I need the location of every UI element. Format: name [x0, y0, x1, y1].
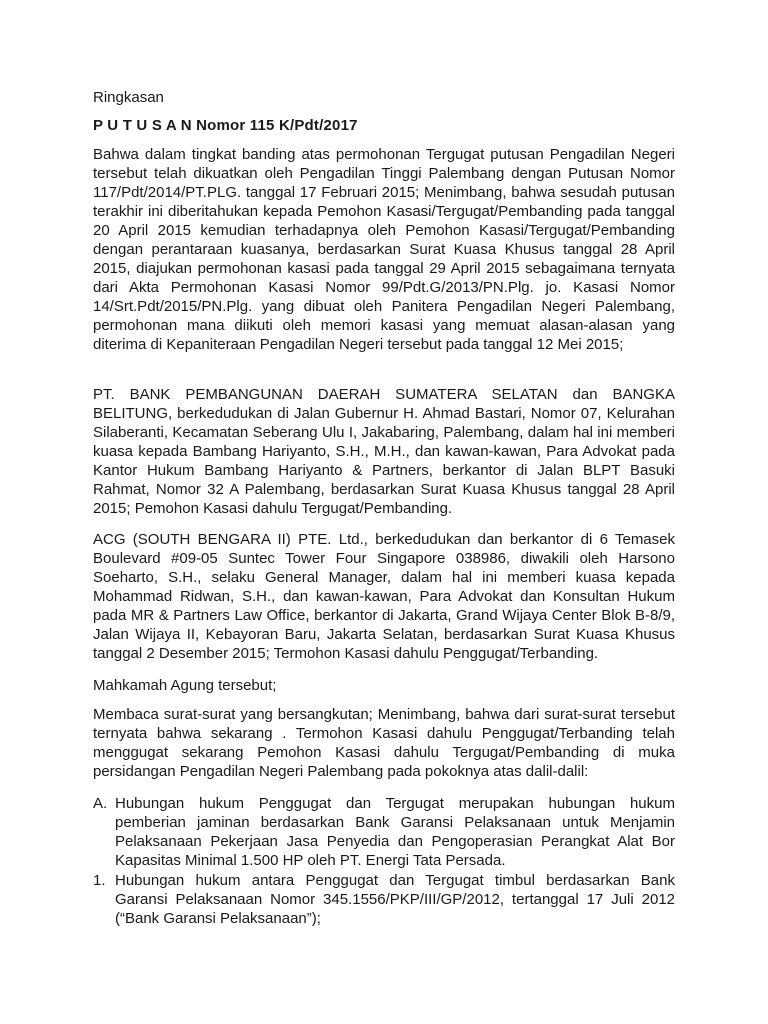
list-item-text: Hubungan hukum antara Penggugat dan Tergugat timbul berdasarkan Bank Garansi Pelaksanaan Nomor 345.1556/PKP/III/GP/2012, tertanggal 17 Juli 2012 (“Bank Garansi Pelaksanaan”);	[115, 872, 675, 927]
list-item-text: Hubungan hukum Penggugat dan Tergugat merupakan hubungan hukum pemberian jaminan berdasarkan Bank Garansi Pelaksanaan untuk Menjamin Pelaksanaan Pekerjaan Jasa Penyedia dan Pengoperasian Perangkat Alat Bor Kapasitas Minimal 1.500 HP oleh PT. Energi Tata Persada.	[115, 795, 675, 869]
list-item	[93, 871, 675, 928]
decision-number-heading: P U T U S A N Nomor 115 K/Pdt/2017	[93, 117, 358, 134]
document-title: Ringkasan	[93, 89, 164, 106]
paragraph-reading: Membaca surat-surat yang bersangkutan; Menimbang, bahwa dari surat-surat tersebut ternyata bahwa sekarang . Termohon Kasasi dahulu Penggugat/Terbanding telah menggugat sekarang Pemohon Kasasi dahulu Tergugat/Pembanding di muka persidangan Pengadilan Negeri Palembang pada pokoknya atas dalil-dalil:	[93, 706, 675, 780]
paragraph-appeal-background: Bahwa dalam tingkat banding atas permohonan Tergugat putusan Pengadilan Negeri tersebut telah dikuatkan oleh Pengadilan Tinggi Palembang dengan Putusan Nomor 117/Pdt/2014/PT.PLG. tanggal 17 Februari 2015; Menimbang, bahwa sesudah putusan terakhir ini diberitahukan kepada Pemohon Kasasi/Tergugat/Pembanding pada tanggal 20 April 2015 kemudian terhadapnya oleh Pemohon Kasasi/Tergugat/Pembanding dengan perantaraan kuasanya, berdasarkan Surat Kuasa Khusus tanggal 28 April 2015, diajukan permohonan kasasi pada tanggal 29 April 2015 sebagaimana ternyata dari Akta Permohonan Kasasi Nomor 99/Pdt.G/2013/PN.Plg. jo. Kasasi Nomor 14/Srt.Pdt/2015/PN.Plg. yang dibuat oleh Panitera Pengadilan Negeri Palembang, permohonan mana diikuti oleh memori kasasi yang memuat alasan-alasan yang diterima di Kepaniteraan Pengadilan Negeri tersebut pada tanggal 12 Mei 2015;	[93, 146, 675, 353]
paragraph-court: Mahkamah Agung tersebut;	[93, 677, 277, 694]
document-page	[93, 0, 675, 1024]
list-numbered	[93, 871, 675, 928]
list-item	[93, 794, 675, 870]
list-marker: 1.	[93, 872, 106, 889]
paragraph-respondent: ACG (SOUTH BENGARA II) PTE. Ltd., berkedudukan dan berkantor di 6 Temasek Boulevard #09-05 Suntec Tower Four Singapore 038986, diwakili oleh Harsono Soeharto, S.H., selaku General Manager, dalam hal ini memberi kuasa kepada Mohammad Ridwan, S.H., dan kawan-kawan, Para Advokat dan Konsultan Hukum pada MR & Partners Law Office, berkantor di Jakarta, Grand Wijaya Center Blok B-8/9, Jalan Wijaya II, Kebayoran Baru, Jakarta Selatan, berdasarkan Surat Kuasa Khusus tanggal 2 Desember 2015; Termohon Kasasi dahulu Penggugat/Terbanding.	[93, 531, 675, 662]
list-a	[93, 794, 675, 870]
list-marker: A.	[93, 795, 108, 812]
paragraph-petitioner: PT. BANK PEMBANGUNAN DAERAH SUMATERA SELATAN dan BANGKA BELITUNG, berkedudukan di Jalan Gubernur H. Ahmad Bastari, Nomor 07, Kelurahan Silaberanti, Kecamatan Seberang Ulu I, Jakabaring, Palembang, dalam hal ini memberi kuasa kepada Bambang Hariyanto, S.H., M.H., dan kawan-kawan, Para Advokat pada Kantor Hukum Bambang Hariyanto & Partners, berkantor di Jalan BLPT Basuki Rahmat, Nomor 32 A Palembang, berdasarkan Surat Kuasa Khusus tanggal 28 April 2015; Pemohon Kasasi dahulu Tergugat/Pembanding.	[93, 386, 675, 517]
